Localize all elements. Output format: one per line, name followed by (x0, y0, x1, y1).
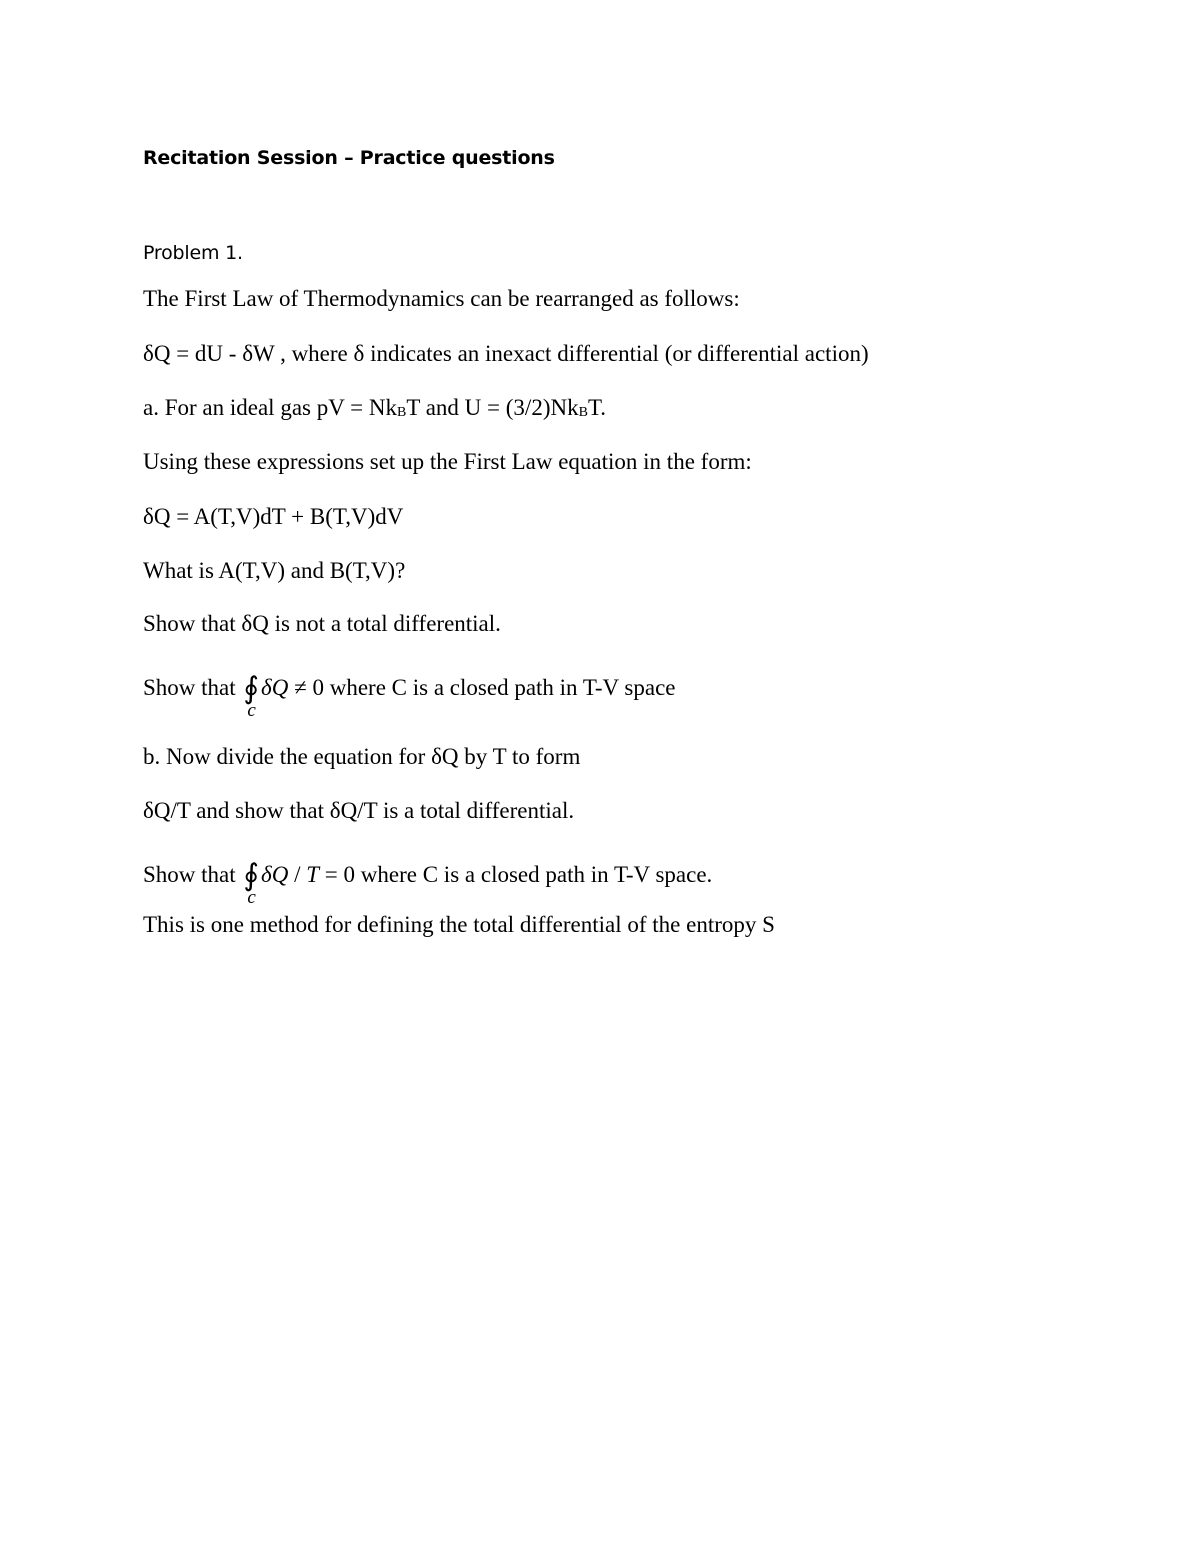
form-equation: δQ = A(T,V)dT + B(T,V)dV (143, 504, 404, 529)
closed-path-suffix: where C is a closed path in T-V space (329, 675, 676, 700)
boltzmann-subscript: B (578, 405, 588, 420)
closed-path-line-2 (143, 859, 713, 908)
math-delta: δ (261, 675, 272, 700)
problem-label: Problem 1. (143, 242, 243, 264)
part-a-middle: T and U = (3/2)Nk (406, 395, 579, 420)
contour-subscript: c (247, 700, 256, 721)
math-q: Q (271, 675, 289, 700)
contour-subscript: c (247, 887, 256, 908)
part-a-prefix: a. For an ideal gas pV = Nk (143, 395, 397, 420)
closed-path-suffix: where C is a closed path in T-V space. (360, 862, 713, 887)
closed-path-prefix: Show that (143, 675, 236, 700)
contour-integral-symbol: ∮ c (243, 859, 260, 908)
part-b-line-2: δQ/T and show that δQ/T is a total differential. (143, 798, 575, 823)
contour-integral-symbol: ∮ c (243, 672, 260, 721)
closed-path-line-1 (143, 672, 676, 721)
entropy-line: This is one method for defining the total differential of the entropy S (143, 912, 775, 937)
question-ab: What is A(T,V) and B(T,V)? (143, 558, 406, 583)
closed-path-prefix: Show that (143, 862, 236, 887)
math-slash: / (288, 862, 307, 887)
not-total-line: Show that δQ is not a total differential. (143, 611, 501, 636)
part-a-suffix: T. (587, 395, 607, 420)
math-delta: δ (261, 862, 272, 887)
math-t: T (306, 862, 320, 887)
setup-line: Using these expressions set up the First Law equation in the form: (143, 449, 752, 474)
part-a-line (143, 394, 606, 426)
intro-text: The First Law of Thermodynamics can be rearranged as follows: (143, 286, 740, 311)
math-rest: ≠ 0 (288, 675, 324, 700)
part-b-line: b. Now divide the equation for δQ by T to form (143, 744, 581, 769)
math-rest: = 0 (319, 862, 356, 887)
math-q: Q (271, 862, 289, 887)
document-title: Recitation Session – Practice questions (143, 147, 555, 169)
first-law-line: δQ = dU - δW , where δ indicates an inexact differential (or differential action) (143, 341, 869, 366)
boltzmann-subscript: B (397, 405, 407, 420)
